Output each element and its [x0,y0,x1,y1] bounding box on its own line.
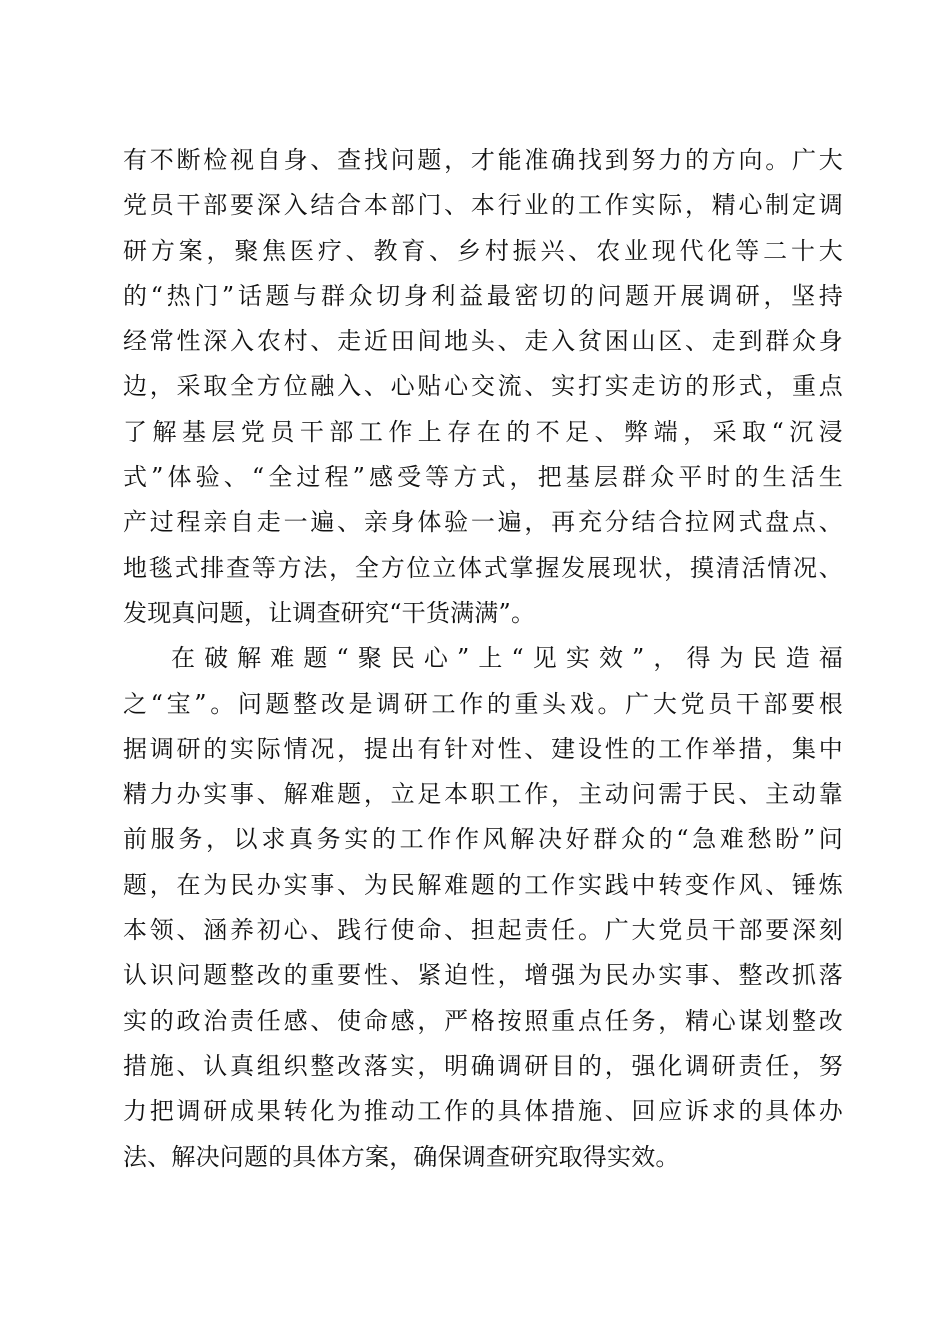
paragraph-line: 法、解决问题的具体方案，确保调查研究取得实效。 [123,1142,680,1171]
paragraph-line: 认识问题整改的重要性、紧迫性，增强为民办实事、整改抓落 [123,961,843,990]
paragraph-line: 研方案，聚焦医疗、教育、乡村振兴、农业现代化等二十大 [123,236,843,265]
paragraph-line: 实的政治责任感、使命感，严格按照重点任务，精心谋划整改 [123,1006,843,1035]
paragraph-line: 了解基层党员干部工作上存在的不足、弊端，采取“沉浸 [123,417,843,446]
paragraph-line: 地毯式排查等方法，全方位立体式掌握发展现状，摸清活情况、 [123,553,843,582]
paragraph-line: 发现真问题，让调查研究“干货满满”。 [123,598,536,627]
paragraph-line: 力把调研成果转化为推动工作的具体措施、回应诉求的具体办 [123,1097,843,1126]
paragraph-1 [123,138,843,636]
paragraph-line: 党员干部要深入结合本部门、本行业的工作实际，精心制定调 [123,191,843,220]
paragraph-line: 的“热门”话题与群众切身利益最密切的问题开展调研，坚持 [123,281,843,310]
paragraph-line: 式”体验、“全过程”感受等方式，把基层群众平时的生活生 [123,463,843,492]
paragraph-line: 经常性深入农村、走近田间地头、走入贫困山区、走到群众身 [123,327,843,356]
paragraph-line: 边，采取全方位融入、心贴心交流、实打实走访的形式，重点 [123,372,843,401]
paragraph-first-line: 在破解难题“聚民心”上“见实效”，得为民造福 [171,644,843,673]
paragraph-line: 据调研的实际情况，提出有针对性、建设性的工作举措，集中 [123,734,843,763]
paragraph-2 [123,636,843,1180]
paragraph-line: 产过程亲自走一遍、亲身体验一遍，再充分结合拉网式盘点、 [123,508,843,537]
paragraph-line: 本领、涵养初心、践行使命、担起责任。广大党员干部要深刻 [123,916,843,945]
paragraph-line: 精力办实事、解难题，立足本职工作，主动问需于民、主动靠 [123,780,843,809]
paragraph-line: 之“宝”。问题整改是调研工作的重头戏。广大党员干部要根 [123,689,843,718]
paragraph-line: 措施、认真组织整改落实，明确调研目的，强化调研责任，努 [123,1051,843,1080]
paragraph-line: 前服务，以求真务实的工作作风解决好群众的“急难愁盼”问 [123,825,843,854]
paragraph-line: 题，在为民办实事、为民解难题的工作实践中转变作风、锤炼 [123,870,843,899]
paragraph-line: 有不断检视自身、查找问题，才能准确找到努力的方向。广大 [123,146,843,174]
document-body [123,138,843,1180]
